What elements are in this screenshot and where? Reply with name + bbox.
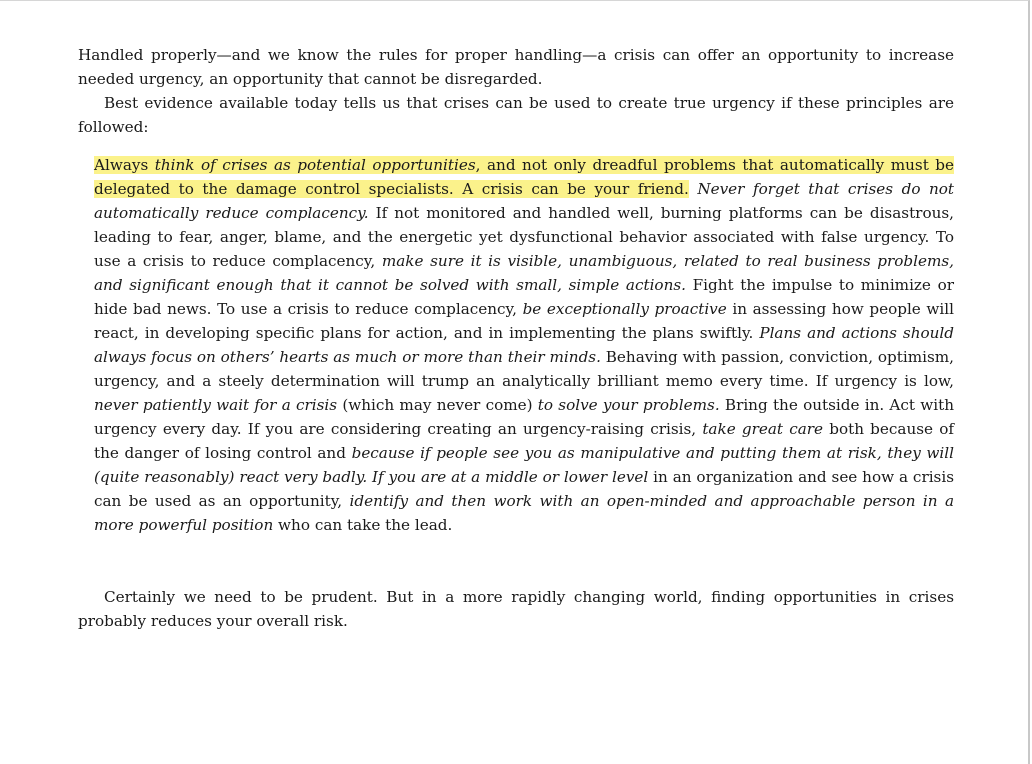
- paragraph-gap: [78, 537, 954, 585]
- block-text: in an organization and see how a crisis can be used as an opportunity,: [94, 468, 955, 510]
- block-emphasis: be exceptionally proactive: [522, 300, 727, 318]
- block-text: Always: [94, 156, 155, 174]
- block-text: (which may never come): [337, 396, 538, 414]
- block-emphasis: make sure it is visible, unambiguous, related to real business problems, and significant enough that it cannot be solved with small, simple actions.: [94, 252, 954, 294]
- paragraph-principles-lead: Best evidence available today tells us that crises can be used to create true urgency if these principles are followed:: [78, 94, 954, 136]
- block-emphasis: Plans and actions should always focus on others’ hearts as much or more than their minds.: [94, 324, 954, 366]
- block-text: If not monitored and handled well, burning platforms can be disastrous, leading to fear, anger, blame, and the energetic yet dysfunctional behavior associated with false urgency. To use a crisis to reduce complacency,: [94, 204, 954, 270]
- block-text: , and not only dreadful problems that automatically must be delegated to the damage control specialists. A crisis can be your friend.: [94, 156, 955, 198]
- block-emphasis: Never forget that crises do not automatically reduce complacency.: [94, 180, 955, 222]
- block-emphasis: identify and then work with an open-minded and approachable person in a more powerful position: [94, 492, 955, 534]
- block-text: who can take the lead.: [273, 516, 453, 534]
- principles-block: [94, 153, 954, 537]
- block-emphasis: take great care: [702, 420, 824, 438]
- block-emphasis: to solve your problems.: [537, 396, 720, 414]
- block-emphasis: never patiently wait for a crisis: [94, 396, 338, 414]
- block-emphasis: think of crises as potential opportunities: [154, 156, 476, 174]
- paragraph-conclusion: Certainly we need to be prudent. But in a more rapidly changing world, finding opportunities in crises probably reduces your overall risk.: [78, 588, 954, 630]
- block-text: Fight the impulse to minimize or hide bad news. To use a crisis to reduce complacency,: [94, 276, 954, 318]
- block-text: in assessing how people will react, in developing specific plans for action, and in implementing the plans swiftly.: [94, 300, 954, 342]
- block-emphasis: because if people see you as manipulative and putting them at risk, they will (quite reasonably) react very badly. If you are at a middle or lower level: [94, 444, 954, 486]
- document-body: [78, 43, 954, 633]
- block-text: both because of the danger of losing control and: [94, 420, 954, 462]
- paragraph-intro: Handled properly—and we know the rules for proper handling—a crisis can offer an opportunity to increase needed urgency, an opportunity that cannot be disregarded.: [78, 46, 954, 88]
- block-text: Behaving with passion, conviction, optimism, urgency, and a steely determination will trump an analytically brilliant memo every time. If urgency is low,: [94, 348, 954, 390]
- block-text: Bring the outside in. Act with urgency every day. If you are considering creating an urgency-raising crisis,: [94, 396, 955, 438]
